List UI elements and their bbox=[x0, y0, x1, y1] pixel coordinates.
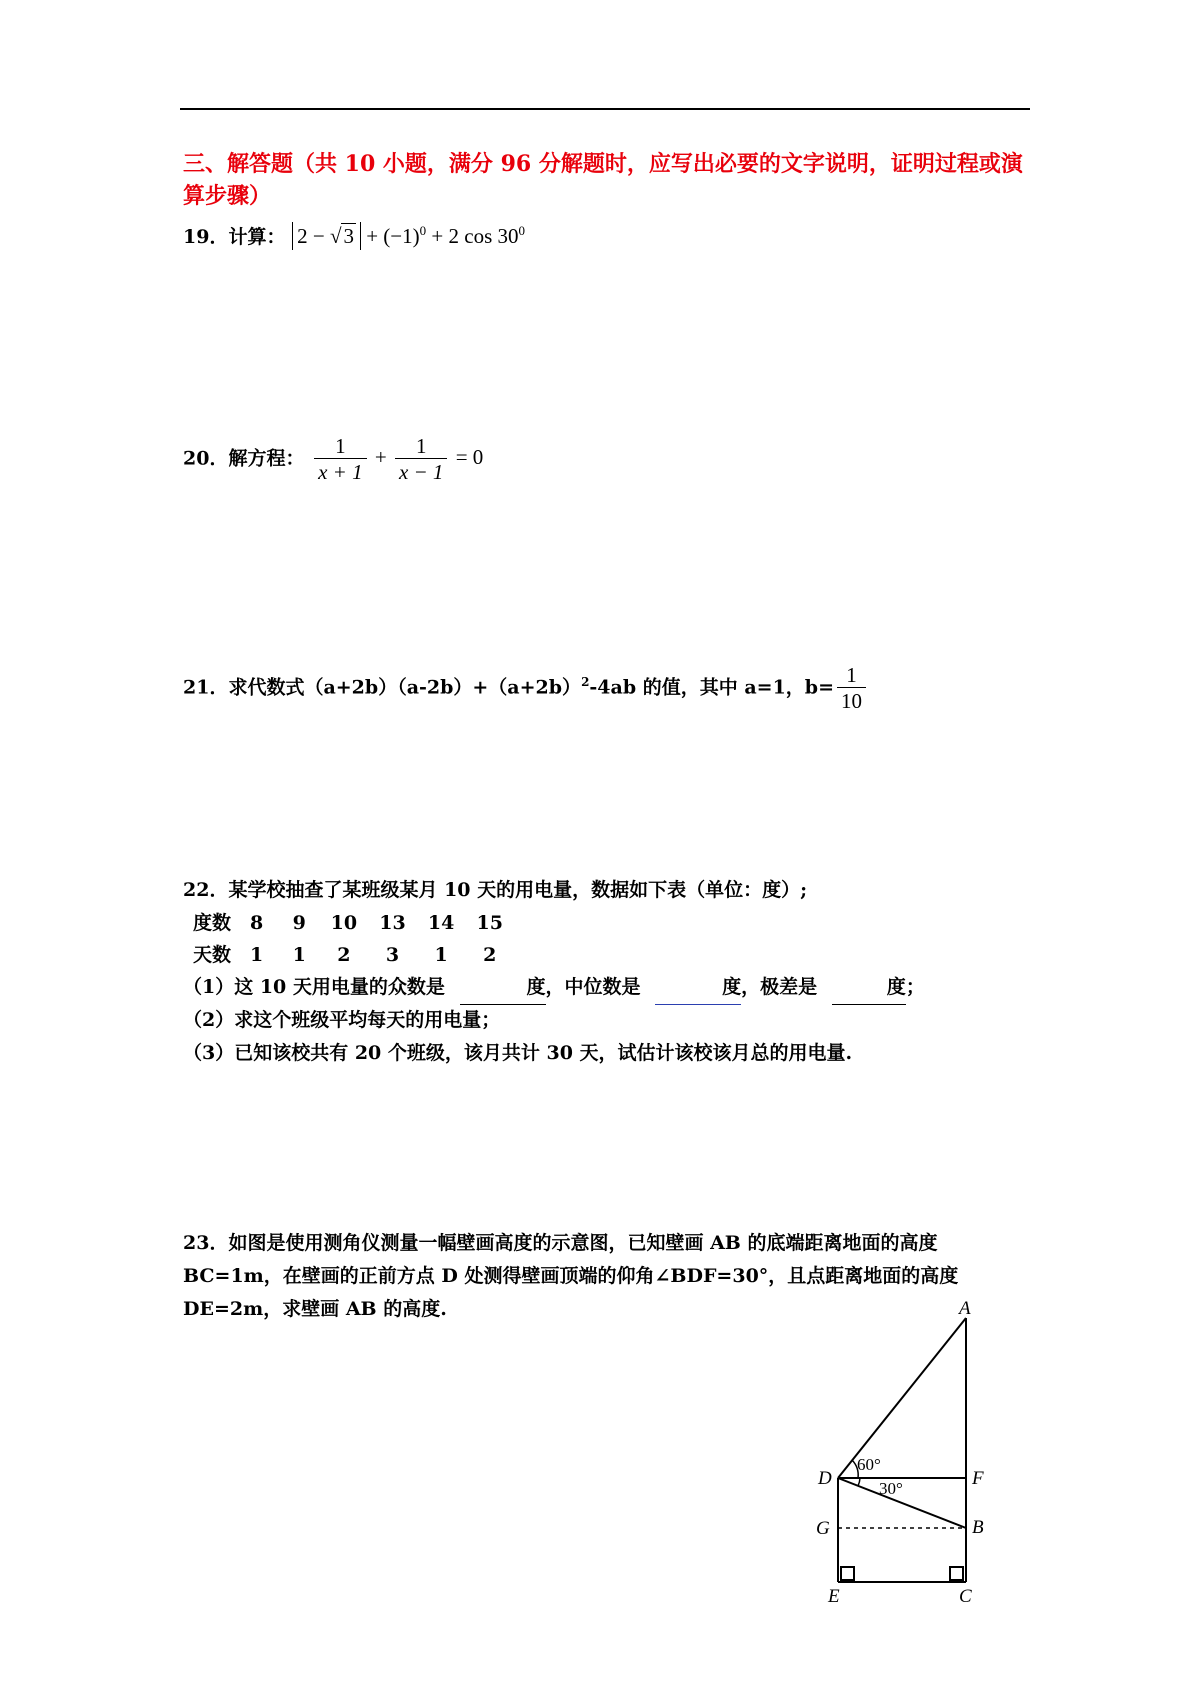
angle-arc-30 bbox=[858, 1478, 860, 1486]
angle-label-60: 60° bbox=[857, 1455, 881, 1474]
question-22-part-3: （3）已知该校共有 20 个班级，该月共计 30 天，试估计该校该月总的用电量. bbox=[183, 1042, 853, 1064]
question-number: 20． bbox=[183, 447, 229, 470]
angle-label-30: 30° bbox=[879, 1479, 903, 1498]
question-22-part-1: （1）这 10 天用电量的众数是 度，中位数是 度，极差是 度； bbox=[183, 970, 925, 1005]
label-f: F bbox=[972, 1468, 984, 1489]
label-e: E bbox=[828, 1586, 840, 1607]
right-angle-e bbox=[841, 1567, 854, 1580]
question-number: 21． bbox=[183, 676, 229, 699]
answer-blank-mode[interactable]: 度 bbox=[460, 970, 546, 1005]
answer-blank-range[interactable]: 度 bbox=[832, 970, 906, 1005]
question-prompt: 计算： bbox=[228, 226, 286, 248]
question-23-line-2: BC=1m，在壁画的正前方点 D 处测得壁画顶端的仰角∠BDF=30°，且点距离地面的高度 bbox=[183, 1265, 959, 1287]
segment-da bbox=[838, 1318, 966, 1478]
answer-blank-median[interactable]: 度 bbox=[655, 970, 741, 1005]
question-number: 23． bbox=[183, 1232, 229, 1254]
question-23-line-3: DE=2m，求壁画 AB 的高度. bbox=[183, 1298, 447, 1320]
math-equation: $\frac{1}{x + 1}$ + $\frac{1}{x - 1}$ = 0 bbox=[311, 445, 483, 469]
geometry-figure bbox=[800, 1300, 1000, 1610]
question-prompt: 解方程： bbox=[228, 447, 305, 470]
label-d: D bbox=[818, 1468, 832, 1489]
question-23-line-1: 23．如图是使用测角仪测量一幅壁画高度的示意图，已知壁画 AB 的底端距离地面的高度 bbox=[183, 1232, 938, 1254]
fraction: $\frac{1}{x + 1}$ bbox=[314, 434, 367, 485]
fraction: $\frac{1}{10}$ bbox=[837, 663, 866, 714]
fraction: $\frac{1}{x - 1}$ bbox=[395, 434, 448, 485]
section-title: 三、解答题（共 10 小题，满分 96 分解题时，应写出必要的文字说明，证明过程或演算步骤） bbox=[183, 151, 1023, 209]
label-g: G bbox=[816, 1518, 830, 1539]
label-b: B bbox=[972, 1517, 984, 1538]
question-20 bbox=[183, 434, 483, 485]
row-label: 度数 bbox=[193, 912, 232, 934]
question-19 bbox=[183, 222, 525, 250]
question-21: 21．求代数式$(a+2b)(a-2b)+(a+2b)^2-4ab$ 的值，其中 a=1，b= $\frac{1}{10}$ bbox=[183, 663, 869, 714]
table-row-readings: 度数 8 9 10 13 14 15 bbox=[193, 912, 503, 934]
question-22-intro: 22．某学校抽查了某班级某月 10 天的用电量，数据如下表（单位：度）; bbox=[183, 879, 808, 901]
label-a: A bbox=[959, 1300, 971, 1319]
math-expression: $2 - √3 + (-1)^0 + 2$ $\cos 30^0$ bbox=[292, 224, 525, 248]
question-number: 19． bbox=[183, 226, 229, 248]
sqrt-radicand: 3 bbox=[343, 224, 354, 248]
row-label: 天数 bbox=[193, 944, 232, 966]
right-angle-c bbox=[950, 1567, 963, 1580]
label-c: C bbox=[959, 1586, 972, 1607]
absolute-value: 2 − √3 bbox=[292, 222, 361, 250]
question-number: 22． bbox=[183, 879, 229, 901]
table-row-days: 天数 1 1 2 3 1 2 bbox=[193, 944, 497, 966]
header-rule bbox=[180, 108, 1030, 110]
question-22-part-2: （2）求这个班级平均每天的用电量； bbox=[183, 1009, 501, 1031]
